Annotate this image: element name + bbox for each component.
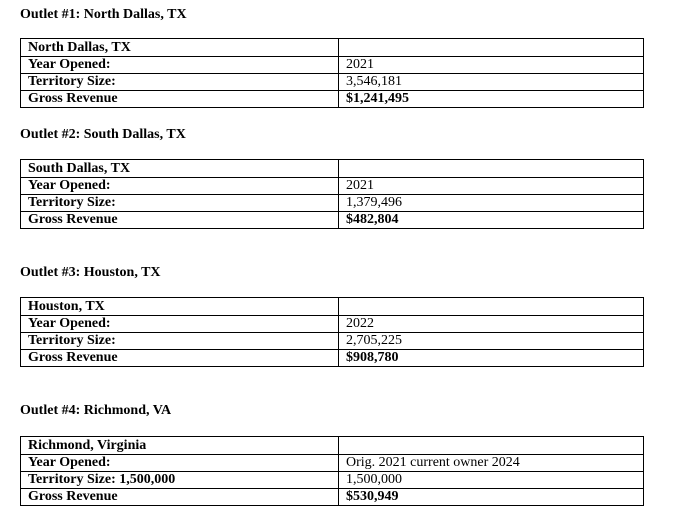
outlet-4-name-value	[339, 437, 644, 455]
year-opened-value: 2021	[339, 178, 644, 195]
gross-revenue-label: Gross Revenue	[21, 350, 339, 367]
table-row	[21, 489, 644, 506]
gross-revenue-value: $482,804	[339, 212, 644, 229]
table-row	[21, 298, 644, 316]
outlet-3-name: Houston, TX	[21, 298, 339, 316]
outlet-4-name: Richmond, Virginia	[21, 437, 339, 455]
table-row	[21, 333, 644, 350]
gross-revenue-label: Gross Revenue	[21, 91, 339, 108]
outlet-4-heading: Outlet #4: Richmond, VA	[20, 403, 172, 418]
outlet-3-name-value	[339, 298, 644, 316]
outlet-4-table	[20, 436, 644, 506]
table-row	[21, 472, 644, 489]
table-row	[21, 39, 644, 57]
outlet-2-table	[20, 159, 644, 229]
year-opened-value: 2021	[339, 57, 644, 74]
outlet-1-table	[20, 38, 644, 108]
gross-revenue-value: $1,241,495	[339, 91, 644, 108]
outlet-3-table	[20, 297, 644, 367]
table-row	[21, 316, 644, 333]
table-row	[21, 195, 644, 212]
table-row	[21, 57, 644, 74]
gross-revenue-value: $908,780	[339, 350, 644, 367]
table-row	[21, 350, 644, 367]
territory-size-value: 1,379,496	[339, 195, 644, 212]
table-row	[21, 74, 644, 91]
outlet-1-name: North Dallas, TX	[21, 39, 339, 57]
year-opened-value: 2022	[339, 316, 644, 333]
year-opened-label: Year Opened:	[21, 316, 339, 333]
year-opened-value: Orig. 2021 current owner 2024	[339, 455, 644, 472]
table-row	[21, 91, 644, 108]
outlet-2-name-value	[339, 160, 644, 178]
territory-size-value: 3,546,181	[339, 74, 644, 91]
gross-revenue-label: Gross Revenue	[21, 212, 339, 229]
year-opened-label: Year Opened:	[21, 178, 339, 195]
gross-revenue-value: $530,949	[339, 489, 644, 506]
table-row	[21, 455, 644, 472]
territory-size-label: Territory Size:	[21, 333, 339, 350]
table-row	[21, 437, 644, 455]
outlet-3-heading: Outlet #3: Houston, TX	[20, 265, 161, 280]
outlet-1-name-value	[339, 39, 644, 57]
territory-size-label: Territory Size:	[21, 195, 339, 212]
year-opened-label: Year Opened:	[21, 57, 339, 74]
table-row	[21, 160, 644, 178]
table-row	[21, 178, 644, 195]
gross-revenue-label: Gross Revenue	[21, 489, 339, 506]
territory-size-label: Territory Size: 1,500,000	[21, 472, 339, 489]
table-row	[21, 212, 644, 229]
year-opened-label: Year Opened:	[21, 455, 339, 472]
outlet-2-name: South Dallas, TX	[21, 160, 339, 178]
outlet-1-heading: Outlet #1: North Dallas, TX	[20, 7, 187, 22]
outlet-2-heading: Outlet #2: South Dallas, TX	[20, 127, 186, 142]
territory-size-value: 1,500,000	[339, 472, 644, 489]
territory-size-value: 2,705,225	[339, 333, 644, 350]
territory-size-label: Territory Size:	[21, 74, 339, 91]
